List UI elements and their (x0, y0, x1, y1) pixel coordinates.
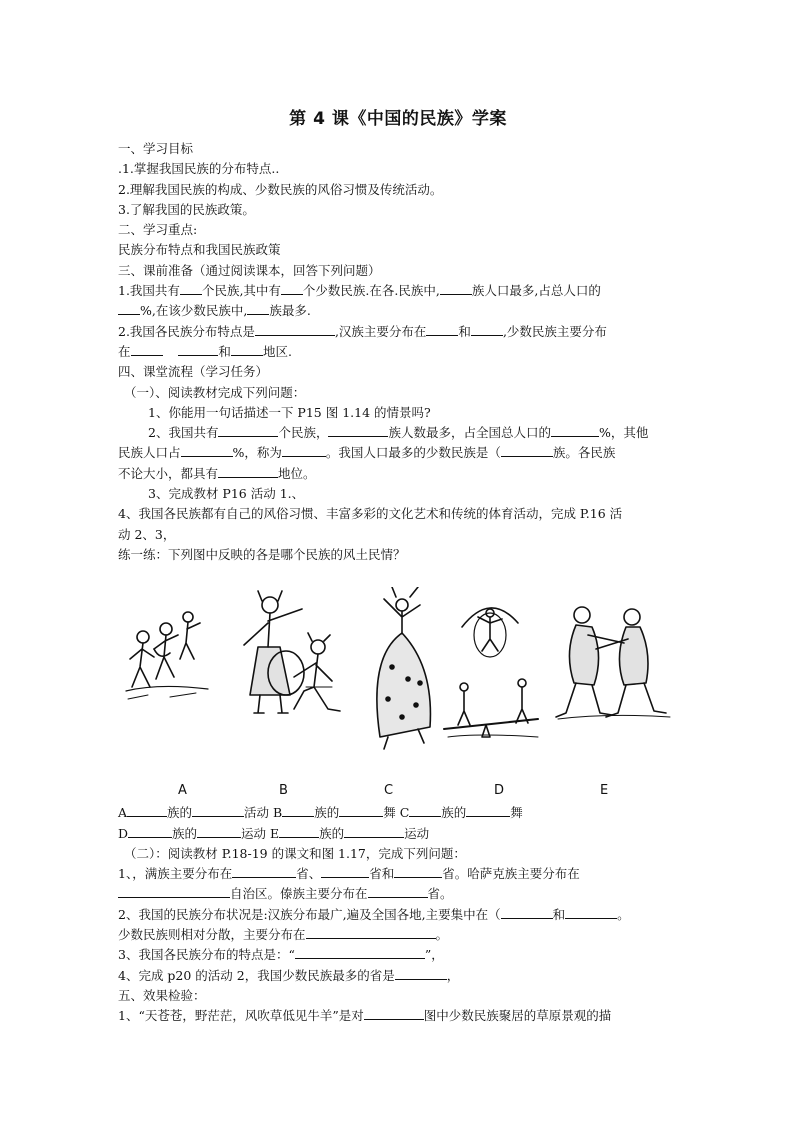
figure-label: D (494, 783, 505, 799)
answer-blank[interactable] (501, 443, 553, 457)
goal-3: 3.了解我国的民族政策。 (118, 201, 255, 217)
page-title: 第 4 课《中国的民族》学案 (289, 109, 507, 129)
key-point: 民族分布特点和我国民族政策 (118, 242, 281, 258)
answer-blank[interactable] (306, 925, 436, 939)
figure-a-scene (126, 612, 208, 699)
question-line: %,在该少数民族中, 族最多. (118, 301, 678, 321)
figure-d-scene (444, 608, 538, 737)
task-heading: （一）、阅读教材完成下列问题： (124, 384, 306, 400)
question-line: 4、我国各民族都有自己的风俗习惯、丰富多彩的文化艺术和传统的体育活动，完成 P.16 活 (118, 506, 623, 522)
goal-1: .1.掌握我国民族的分布特点.. (118, 161, 280, 177)
figure-labels (118, 783, 678, 803)
answer-blank[interactable] (551, 423, 599, 437)
answer-blank[interactable] (321, 864, 369, 878)
question-line: 1.我国共有 个民族,其中有 个少数民族.在各.民族中, 族人口最多,占总人口的 (118, 283, 601, 299)
answer-blank[interactable] (279, 824, 319, 838)
answer-blank[interactable] (281, 281, 303, 295)
question-line: 3、我国各民族分布的特点是：“ ”， (118, 947, 444, 963)
figure-label: A (178, 783, 187, 799)
answer-blank[interactable] (131, 342, 163, 356)
question-line: 1、“天苍苍，野茫茫，风吹草低见牛羊”是对 图中少数民族聚居的草原景观的描 (118, 1008, 612, 1024)
task-heading: （二）：阅读教材 P.18-19 的课文和图 1.17，完成下列问题： (124, 845, 466, 861)
answer-blank[interactable] (339, 803, 383, 817)
answer-blank[interactable] (118, 884, 230, 898)
section-heading: 五、效果检验： (118, 987, 206, 1003)
figure-e-scene (556, 607, 670, 719)
question-line: 不论大小，都具有 地位。 (118, 465, 316, 481)
question-line: 1、，满族主要分布在 省、 省和 省。哈萨克族主要分布在 (118, 866, 580, 882)
answer-blank[interactable] (368, 884, 428, 898)
figure-c-scene (377, 587, 431, 749)
answer-blank[interactable] (364, 1006, 424, 1020)
answer-blank[interactable] (426, 322, 458, 336)
answer-blank[interactable] (440, 281, 472, 295)
section-heading: 四、课堂流程（学习任务） (118, 364, 269, 380)
answer-blank[interactable] (178, 342, 218, 356)
question-line: 动 2、3， (118, 526, 176, 542)
answer-blank[interactable] (247, 301, 269, 315)
answer-blank[interactable] (471, 322, 503, 336)
section-heading: 一、学习目标 (118, 141, 194, 156)
question-line: 在 和 地区. (118, 343, 292, 359)
figure-label: E (600, 783, 609, 799)
worksheet-page (118, 104, 678, 1027)
answer-blank[interactable] (192, 803, 244, 817)
answer-blank[interactable] (282, 443, 326, 457)
question-line: 少数民族则相对分散，主要分布在 。 (118, 927, 449, 943)
answer-blank[interactable] (218, 464, 278, 478)
section-heading: 三、课前准备（通过阅读课本，回答下列问题） (118, 262, 381, 278)
answer-blank[interactable] (232, 864, 296, 878)
answer-blank[interactable] (181, 443, 233, 457)
question-line: 自治区。傣族主要分布在 省。 (118, 884, 678, 904)
answer-blank[interactable] (218, 423, 278, 437)
answer-blank[interactable] (180, 281, 202, 295)
answer-blank[interactable] (118, 301, 140, 315)
section-heading: 二、学习重点: (118, 222, 198, 238)
answer-blank[interactable] (231, 342, 263, 356)
answer-blank[interactable] (328, 423, 388, 437)
figure-b-scene (244, 591, 340, 713)
ethnic-customs-illustration (118, 587, 678, 777)
answer-blank[interactable] (466, 803, 510, 817)
illustration-drawing (118, 587, 678, 777)
question-line: 2、我国共有 个民族， 族人数最多，占全国总人口的 %，其他 (148, 425, 649, 441)
practice-prompt: 练一练：下列图中反映的各是哪个民族的风土民情？ (118, 546, 406, 562)
question-line: 2.我国各民族分布特点是 ,汉族主要分布在 和 ,少数民族主要分布 (118, 323, 607, 339)
answer-blank[interactable] (255, 322, 335, 336)
question-line: 民族人口占 %，称为 。我国人口最多的少数民族是（ 族。各民族 (118, 445, 616, 461)
goal-2: 2.理解我国民族的构成、少数民族的风俗习惯及传统活动。 (118, 181, 443, 197)
answer-blank[interactable] (409, 803, 441, 817)
answer-blank[interactable] (282, 803, 314, 817)
answer-blank[interactable] (501, 905, 553, 919)
answer-blank[interactable] (295, 945, 425, 959)
answer-blank[interactable] (565, 905, 617, 919)
figure-label: B (279, 783, 288, 799)
answer-blank[interactable] (394, 864, 442, 878)
answer-blank[interactable] (395, 966, 447, 980)
answer-blank[interactable] (344, 824, 404, 838)
answer-blank[interactable] (197, 824, 241, 838)
question-line: 1、你能用一句话描述一下 P15 图 1.14 的情景吗? (148, 404, 431, 420)
question-line: 4、完成 p20 的活动 2，我国少数民族最多的省是 ， (118, 967, 460, 983)
answer-blank[interactable] (127, 803, 167, 817)
answer-blank[interactable] (128, 824, 172, 838)
question-line: 3、完成教材 P16 活动 1.、 (148, 486, 305, 502)
answer-line: D 族的 运动 E 族的 运动 (118, 825, 430, 841)
figure-label: C (384, 783, 394, 799)
answer-line: A 族的 活动 B 族的 舞 C 族的 舞 (118, 805, 523, 821)
question-line: 2、我国的民族分布状况是:汉族分布最广,遍及全国各地,主要集中在（ 和 。 (118, 906, 630, 922)
